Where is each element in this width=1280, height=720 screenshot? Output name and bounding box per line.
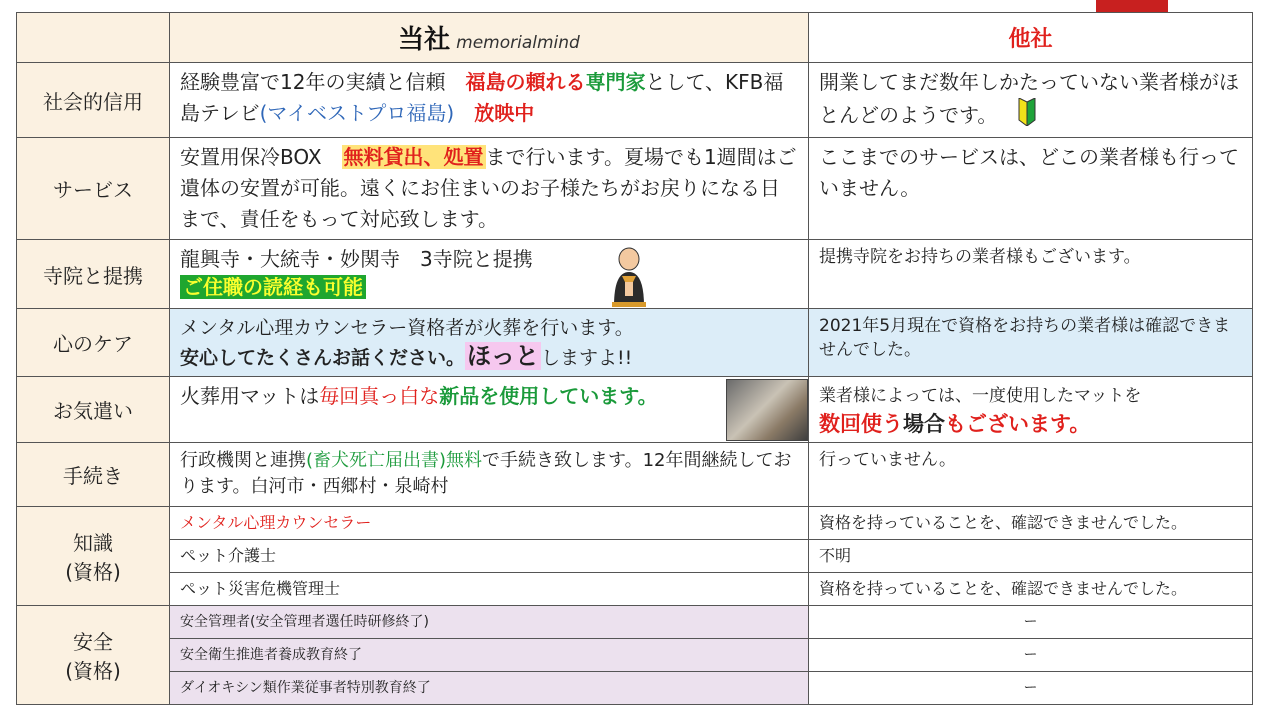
other-knowledge-2: 不明 bbox=[809, 540, 1253, 573]
header-blank-cell bbox=[17, 13, 170, 63]
text: 専門家 bbox=[585, 70, 646, 94]
text: もございます。 bbox=[945, 412, 1091, 436]
category-consideration: お気遣い bbox=[17, 377, 170, 443]
row-credit bbox=[17, 63, 1253, 138]
row-safety-1 bbox=[17, 606, 1253, 639]
other-care: 2021年5月現在で資格をお持ちの業者様は確認できませんでした。 bbox=[809, 309, 1253, 377]
text: 開業してまだ数年しかたっていない業者様がほとんどのようです。 bbox=[819, 70, 1239, 127]
ours-knowledge-2: ペット介護士 bbox=[170, 540, 809, 573]
text: 経験豊富で12年の実績と信頼 bbox=[180, 70, 466, 94]
text: しますよ!! bbox=[541, 347, 633, 369]
text: 知識 bbox=[73, 531, 113, 555]
ours-credit bbox=[170, 63, 809, 138]
other-title: 他社 bbox=[1008, 27, 1053, 52]
category-temple: 寺院と提携 bbox=[17, 240, 170, 309]
accent-bar bbox=[1096, 0, 1168, 12]
text: 安心してたくさんお話ください。 bbox=[180, 347, 466, 369]
text: まで行います。夏場でも1週間はご遺体の安置が可能。遠くにお住まいのお子様たちがお戻りになる日まで、責任をもって対応致します。 bbox=[180, 145, 797, 231]
ours-knowledge-3: ペット災害危機管理士 bbox=[170, 573, 809, 606]
text: 無料貸出、処置 bbox=[343, 145, 484, 169]
category-credit: 社会的信用 bbox=[17, 63, 170, 138]
other-credit bbox=[809, 63, 1253, 138]
row-knowledge-1 bbox=[17, 507, 1253, 540]
text: 業者様によっては、一度使用したマットを bbox=[819, 386, 1142, 406]
text: 毎回真っ白な bbox=[319, 384, 440, 408]
text: (畜犬死亡届出書)無料 bbox=[306, 450, 483, 471]
text: (資格) bbox=[65, 560, 121, 584]
other-consideration bbox=[809, 377, 1253, 443]
ours-temple bbox=[170, 240, 809, 309]
row-knowledge-3 bbox=[17, 573, 1253, 606]
text: (資格) bbox=[65, 659, 121, 683]
row-care bbox=[17, 309, 1253, 377]
row-safety-3 bbox=[17, 672, 1253, 705]
beginner-mark-icon bbox=[1017, 98, 1037, 135]
chanting-badge: ご住職の読経も可能 bbox=[180, 275, 366, 299]
ours-procedure bbox=[170, 443, 809, 507]
text: (マイベストプロ福島) bbox=[259, 101, 455, 125]
other-knowledge-3: 資格を持っていることを、確認できませんでした。 bbox=[809, 573, 1253, 606]
text: で手続き致します。12年間継続しております。白河市・西郷村・泉崎村 bbox=[180, 450, 792, 497]
row-procedure bbox=[17, 443, 1253, 507]
text: 新品を使用しています。 bbox=[439, 384, 658, 408]
ours-safety-3: ダイオキシン類作業従事者特別教育終了 bbox=[170, 672, 809, 705]
other-safety-1: ー bbox=[809, 606, 1253, 639]
category-service: サービス bbox=[17, 138, 170, 240]
other-temple: 提携寺院をお持ちの業者様もございます。 bbox=[809, 240, 1253, 309]
text: 放映中 bbox=[454, 101, 535, 125]
header-row bbox=[17, 13, 1253, 63]
other-service: ここまでのサービスは、どこの業者様も行っていません。 bbox=[809, 138, 1253, 240]
category-safety bbox=[17, 606, 170, 705]
category-care: 心のケア bbox=[17, 309, 170, 377]
ours-subtitle: memorialmind bbox=[456, 33, 580, 53]
comparison-table bbox=[16, 12, 1253, 705]
other-procedure: 行っていません。 bbox=[809, 443, 1253, 507]
ours-care bbox=[170, 309, 809, 377]
ours-safety-2: 安全衛生推進者養成教育終了 bbox=[170, 639, 809, 672]
category-procedure: 手続き bbox=[17, 443, 170, 507]
row-safety-2 bbox=[17, 639, 1253, 672]
text: メンタル心理カウンセラー資格者が火葬を行います。 bbox=[180, 317, 634, 339]
text: 福島の頼れる bbox=[465, 70, 586, 94]
ours-safety-1: 安全管理者(安全管理者選任時研修終了) bbox=[170, 606, 809, 639]
text: ほっと bbox=[467, 342, 540, 370]
text: 行政機関と連携 bbox=[180, 450, 306, 471]
other-safety-3: ー bbox=[809, 672, 1253, 705]
text: 場合 bbox=[903, 412, 945, 436]
other-knowledge-1: 資格を持っていることを、確認できませんでした。 bbox=[809, 507, 1253, 540]
row-knowledge-2 bbox=[17, 540, 1253, 573]
header-other bbox=[809, 13, 1253, 63]
row-consideration bbox=[17, 377, 1253, 443]
ours-title: 当社 bbox=[398, 25, 451, 55]
text: 火葬用マットは bbox=[180, 384, 320, 408]
text: 安置用保冷BOX bbox=[180, 145, 342, 169]
row-temple bbox=[17, 240, 1253, 309]
text: 安全 bbox=[73, 630, 113, 654]
category-knowledge bbox=[17, 507, 170, 606]
other-safety-2: ー bbox=[809, 639, 1253, 672]
temple-list: 龍興寺・大統寺・妙関寺 3寺院と提携 bbox=[180, 247, 533, 271]
text: として、KFB福島テレビ bbox=[180, 70, 784, 125]
ours-service bbox=[170, 138, 809, 240]
monk-icon bbox=[610, 246, 648, 308]
ours-consideration bbox=[170, 377, 809, 443]
row-service bbox=[17, 138, 1253, 240]
text: 数回使う bbox=[819, 412, 903, 436]
header-ours bbox=[170, 13, 809, 63]
ours-knowledge-1: メンタル心理カウンセラー bbox=[170, 507, 809, 540]
mat-photo bbox=[726, 379, 808, 441]
